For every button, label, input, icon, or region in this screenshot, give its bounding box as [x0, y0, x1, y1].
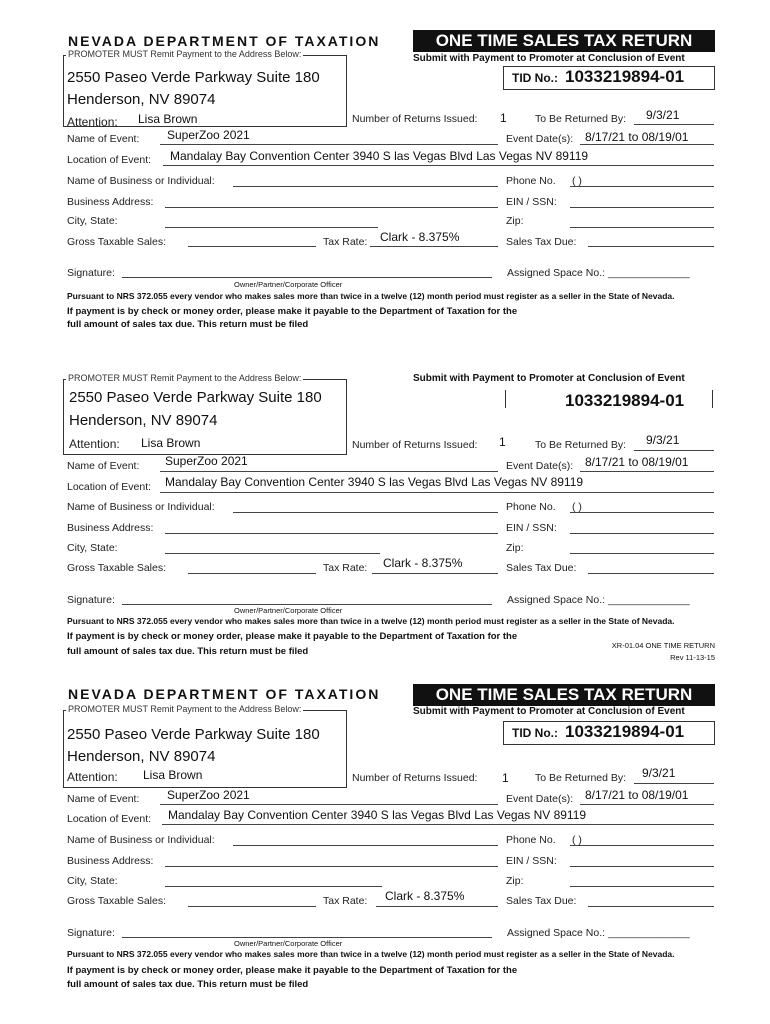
location-value: Mandalay Bay Convention Center 3940 S las Vegas Blvd Las Vegas NV 89119	[168, 808, 587, 822]
submit-note: Submit with Payment to Promoter at Conclusion of Event	[413, 706, 685, 717]
promoter-address-line2: Henderson, NV 89074	[69, 412, 218, 429]
signature-label: Signature:	[67, 267, 115, 279]
submit-note: Submit with Payment to Promoter at Conclusion of Event	[413, 53, 685, 64]
tid-label: TID No.:	[512, 726, 558, 740]
ein-label: EIN / SSN:	[506, 855, 557, 867]
signature-caption: Owner/Partner/Corporate Officer	[234, 280, 343, 289]
tax-rate-label: Tax Rate:	[323, 562, 368, 574]
department-name: NEVADA DEPARTMENT OF TAXATION	[68, 33, 381, 49]
tax-rate-label: Tax Rate:	[323, 895, 368, 907]
gross-sales-label: Gross Taxable Sales:	[67, 236, 167, 248]
department-name: NEVADA DEPARTMENT OF TAXATION	[68, 686, 381, 702]
promoter-address-line2: Henderson, NV 89074	[67, 748, 216, 765]
promoter-address-line1: 2550 Paseo Verde Parkway Suite 180	[67, 726, 320, 743]
promoter-address-line1: 2550 Paseo Verde Parkway Suite 180	[67, 69, 320, 86]
sales-tax-label: Sales Tax Due:	[506, 895, 577, 907]
attention-label: Attention:	[67, 770, 118, 784]
nrs-notice: Pursuant to NRS 372.055 every vendor who makes sales more than twice in a twelve (12) month period must register as a seller in the State of Nevada.	[67, 291, 675, 301]
city-state-label: City, State:	[67, 542, 118, 554]
business-address-label: Business Address:	[67, 855, 154, 867]
event-name-label: Name of Event:	[67, 460, 140, 472]
returns-issued-value: 1	[500, 111, 507, 125]
business-address-label: Business Address:	[67, 522, 154, 534]
submit-note: Submit with Payment to Promoter at Conclusion of Event	[413, 373, 685, 384]
returns-issued-label: Number of Returns Issued:	[352, 772, 478, 784]
nrs-notice: Pursuant to NRS 372.055 every vendor who makes sales more than twice in a twelve (12) month period must register as a seller in the State of Nevada.	[67, 949, 675, 959]
signature-label: Signature:	[67, 927, 115, 939]
signature-label: Signature:	[67, 594, 115, 606]
return-by-value: 9/3/21	[646, 108, 680, 122]
sales-tax-label: Sales Tax Due:	[506, 562, 577, 574]
city-state-label: City, State:	[67, 875, 118, 887]
location-value: Mandalay Bay Convention Center 3940 S las Vegas Blvd Las Vegas NV 89119	[170, 149, 589, 163]
tax-rate-value: Clark - 8.375%	[385, 889, 465, 903]
ein-label: EIN / SSN:	[506, 196, 557, 208]
gross-sales-label: Gross Taxable Sales:	[67, 895, 167, 907]
attention-value: Lisa Brown	[138, 112, 198, 126]
returns-issued-value: 1	[502, 771, 509, 785]
assigned-space-label: Assigned Space No.: ______________	[507, 927, 690, 939]
tax-rate-value: Clark - 8.375%	[380, 230, 460, 244]
tid-value: 1033219894-01	[565, 722, 685, 741]
form-id-line1: XR-01.04 ONE TIME RETURN	[611, 641, 715, 650]
sales-tax-label: Sales Tax Due:	[506, 236, 577, 248]
form-title: ONE TIME SALES TAX RETURN	[413, 30, 715, 52]
gross-sales-label: Gross Taxable Sales:	[67, 562, 167, 574]
form-id-line2: Rev 11-13-15	[670, 653, 715, 662]
event-name-label: Name of Event:	[67, 793, 140, 805]
business-name-label: Name of Business or Individual:	[67, 834, 215, 846]
nrs-notice: Pursuant to NRS 372.055 every vendor who makes sales more than twice in a twelve (12) month period must register as a seller in the State of Nevada.	[67, 616, 675, 626]
event-dates-label: Event Date(s):	[506, 460, 574, 472]
returns-issued-label: Number of Returns Issued:	[352, 113, 478, 125]
signature-caption: Owner/Partner/Corporate Officer	[234, 939, 343, 948]
tid-value: 1033219894-01	[565, 391, 685, 410]
business-name-label: Name of Business or Individual:	[67, 501, 215, 513]
phone-label: Phone No.	[506, 834, 556, 846]
business-address-label: Business Address:	[67, 196, 154, 208]
return-by-value: 9/3/21	[646, 433, 680, 447]
tid-label: TID No.:	[512, 71, 558, 85]
phone-label: Phone No.	[506, 501, 556, 513]
payment-notice-line1: If payment is by check or money order, please make it payable to the Department of Taxation for the	[67, 631, 518, 642]
phone-label: Phone No.	[506, 175, 556, 187]
promoter-address-line1: 2550 Paseo Verde Parkway Suite 180	[69, 389, 322, 406]
return-by-label: To Be Returned By:	[535, 113, 627, 125]
event-name-value: SuperZoo 2021	[167, 788, 250, 802]
payment-notice-line2: full amount of sales tax due. This return must be filed	[67, 646, 309, 657]
event-dates-label: Event Date(s):	[506, 793, 574, 805]
city-state-label: City, State:	[67, 215, 118, 227]
returns-issued-value: 1	[499, 435, 506, 449]
payment-notice-line2: full amount of sales tax due. This return must be filed	[67, 319, 309, 330]
promoter-box-label: PROMOTER MUST Remit Payment to the Address Below:	[68, 373, 302, 383]
payment-notice-line1: If payment is by check or money order, please make it payable to the Department of Taxation for the	[67, 965, 518, 976]
promoter-box-label: PROMOTER MUST Remit Payment to the Address Below:	[68, 49, 302, 59]
attention-value: Lisa Brown	[141, 436, 201, 450]
signature-caption: Owner/Partner/Corporate Officer	[234, 606, 343, 615]
attention-label: Attention:	[67, 115, 118, 129]
location-label: Location of Event:	[67, 154, 152, 166]
phone-parens: ( )	[572, 175, 582, 187]
tid-value: 1033219894-01	[565, 67, 685, 86]
business-name-label: Name of Business or Individual:	[67, 175, 215, 187]
zip-label: Zip:	[506, 215, 524, 227]
location-value: Mandalay Bay Convention Center 3940 S las Vegas Blvd Las Vegas NV 89119	[165, 475, 584, 489]
event-dates-label: Event Date(s):	[506, 133, 574, 145]
attention-value: Lisa Brown	[143, 768, 203, 782]
zip-label: Zip:	[506, 875, 524, 887]
event-dates-value: 8/17/21 to 08/19/01	[585, 130, 689, 144]
event-name-value: SuperZoo 2021	[167, 128, 250, 142]
event-name-label: Name of Event:	[67, 133, 140, 145]
return-by-label: To Be Returned By:	[535, 439, 627, 451]
attention-label: Attention:	[69, 437, 120, 451]
location-label: Location of Event:	[67, 481, 152, 493]
payment-notice-line2: full amount of sales tax due. This return must be filed	[67, 979, 309, 990]
zip-label: Zip:	[506, 542, 524, 554]
event-dates-value: 8/17/21 to 08/19/01	[585, 788, 689, 802]
returns-issued-label: Number of Returns Issued:	[352, 439, 478, 451]
form-title: ONE TIME SALES TAX RETURN	[413, 684, 715, 706]
payment-notice-line1: If payment is by check or money order, please make it payable to the Department of Taxation for the	[67, 306, 518, 317]
assigned-space-label: Assigned Space No.: ______________	[507, 267, 690, 279]
tax-rate-value: Clark - 8.375%	[383, 556, 463, 570]
location-label: Location of Event:	[67, 813, 152, 825]
promoter-address-line2: Henderson, NV 89074	[67, 91, 216, 108]
phone-parens: ( )	[572, 834, 582, 846]
event-name-value: SuperZoo 2021	[165, 454, 248, 468]
ein-label: EIN / SSN:	[506, 522, 557, 534]
promoter-box-label: PROMOTER MUST Remit Payment to the Address Below:	[68, 704, 302, 714]
phone-parens: ( )	[572, 501, 582, 513]
event-dates-value: 8/17/21 to 08/19/01	[585, 455, 689, 469]
assigned-space-label: Assigned Space No.: ______________	[507, 594, 690, 606]
return-by-label: To Be Returned By:	[535, 772, 627, 784]
return-by-value: 9/3/21	[642, 766, 676, 780]
tax-rate-label: Tax Rate:	[323, 236, 368, 248]
